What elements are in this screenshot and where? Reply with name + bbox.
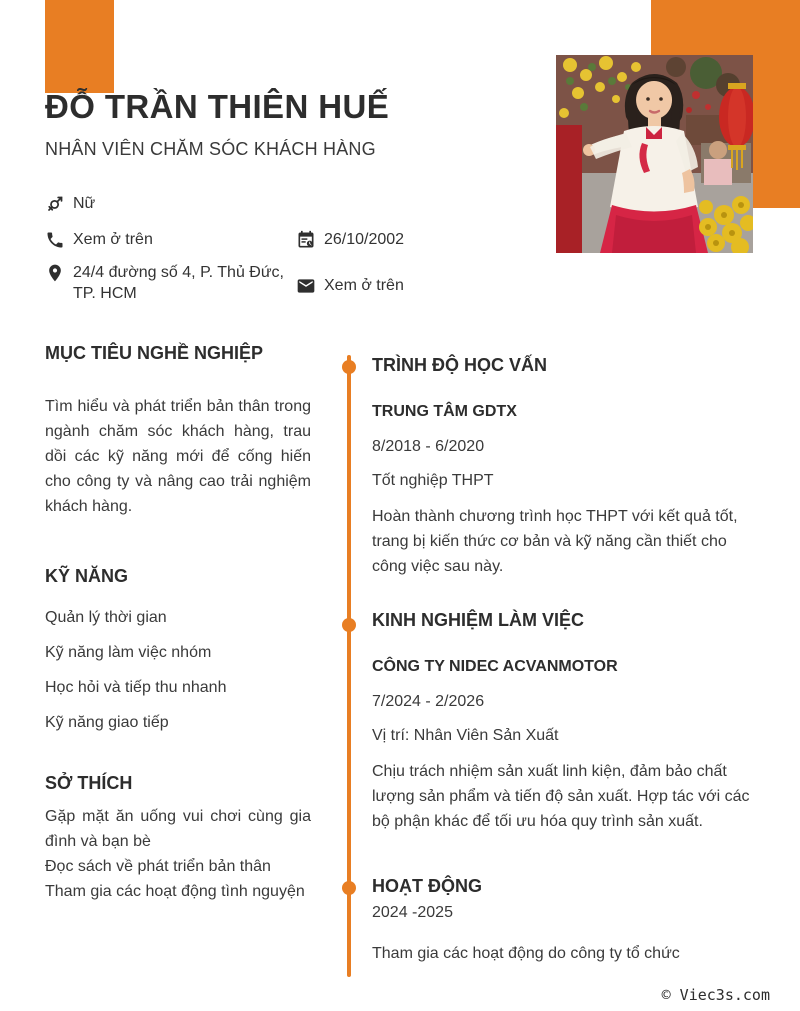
- education-heading: TRÌNH ĐỘ HỌC VẤN: [372, 355, 547, 375]
- education-period: 8/2018 - 6/2020: [372, 438, 485, 455]
- contact-gender: [45, 193, 95, 214]
- education-degree: Tốt nghiệp THPT: [372, 472, 494, 489]
- activities-section: [372, 876, 764, 966]
- hobbies-heading: SỞ THÍCH: [45, 773, 133, 793]
- profile-photo-illustration: [556, 55, 753, 253]
- timeline-dot-activities: [342, 881, 356, 895]
- address-value: 24/4 đường số 4, P. Thủ Đức, TP. HCM: [73, 264, 284, 302]
- orange-accent-block-left: [45, 0, 114, 93]
- experience-company: CÔNG TY NIDEC ACVANMOTOR: [372, 658, 618, 675]
- skill-item: Kỹ năng làm việc nhóm: [45, 644, 212, 661]
- job-title: NHÂN VIÊN CHĂM SÓC KHÁCH HÀNG: [45, 139, 376, 159]
- skill-item: Quản lý thời gian: [45, 609, 167, 626]
- objective-heading: MỤC TIÊU NGHỀ NGHIỆP: [45, 343, 264, 363]
- experience-heading: KINH NGHIỆM LÀM VIỆC: [372, 610, 585, 630]
- hobby-item: Đọc sách về phát triển bản thân: [45, 858, 271, 875]
- education-school: TRUNG TÂM GDTX: [372, 403, 517, 420]
- skill-item: Học hỏi và tiếp thu nhanh: [45, 679, 227, 696]
- skill-item: Kỹ năng giao tiếp: [45, 714, 169, 731]
- phone-icon: [45, 230, 65, 250]
- contact-email: [296, 275, 404, 296]
- skills-list: [45, 608, 311, 748]
- copyright-watermark: © Viec3s.com: [661, 986, 770, 1004]
- activities-description: Tham gia các hoạt động do công ty tổ chức: [372, 945, 680, 962]
- envelope-icon: [296, 276, 316, 296]
- objective-body: Tìm hiểu và phát triển bản thân trong ngành chăm sóc khách hàng, trau dồi các kỹ năng mới để cống hiến cho công ty và nâng cao trải nghiệm khách hàng.: [45, 398, 311, 515]
- location-pin-icon: [45, 263, 65, 283]
- birthday-value: 26/10/2002: [324, 231, 405, 248]
- activities-heading: HOẠT ĐỘNG: [372, 876, 482, 896]
- contact-address: [45, 262, 297, 304]
- experience-period: 7/2024 - 2/2026: [372, 693, 485, 710]
- profile-photo: [556, 55, 753, 253]
- hobbies-list: [45, 804, 311, 904]
- hobby-item: Gặp mặt ăn uống vui chơi cùng gia đình và bạn bè: [45, 808, 311, 850]
- activities-period: 2024 -2025: [372, 904, 453, 921]
- email-value: Xem ở trên: [324, 277, 404, 294]
- gender-value: Nữ: [73, 195, 96, 212]
- calendar-icon: [296, 230, 316, 250]
- hobby-item: Tham gia các hoạt động tình nguyện: [45, 883, 305, 900]
- education-description: Hoàn thành chương trình học THPT với kết quả tốt, trang bị kiến thức cơ bản và kỹ năng cần thiết cho công việc sau này.: [372, 508, 738, 575]
- experience-position: Vị trí: Nhân Viên Sản Xuất: [372, 727, 559, 744]
- timeline-dot-experience: [342, 618, 356, 632]
- candidate-name: ĐỖ TRẦN THIÊN HUẾ: [45, 88, 390, 125]
- gender-icon: [45, 194, 65, 214]
- phone-value: Xem ở trên: [73, 231, 153, 248]
- experience-description: Chịu trách nhiệm sản xuất linh kiện, đảm bảo chất lượng sản phẩm và tiến độ sản xuất. Hợp tác với các bộ phận khác để tối ưu hóa quy trình sản xuất.: [372, 763, 750, 830]
- education-section: [372, 355, 764, 579]
- contact-phone: [45, 229, 153, 250]
- contact-birthday: [296, 229, 404, 250]
- timeline-dot-education: [342, 360, 356, 374]
- skills-heading: KỸ NĂNG: [45, 566, 129, 586]
- experience-section: [372, 610, 764, 834]
